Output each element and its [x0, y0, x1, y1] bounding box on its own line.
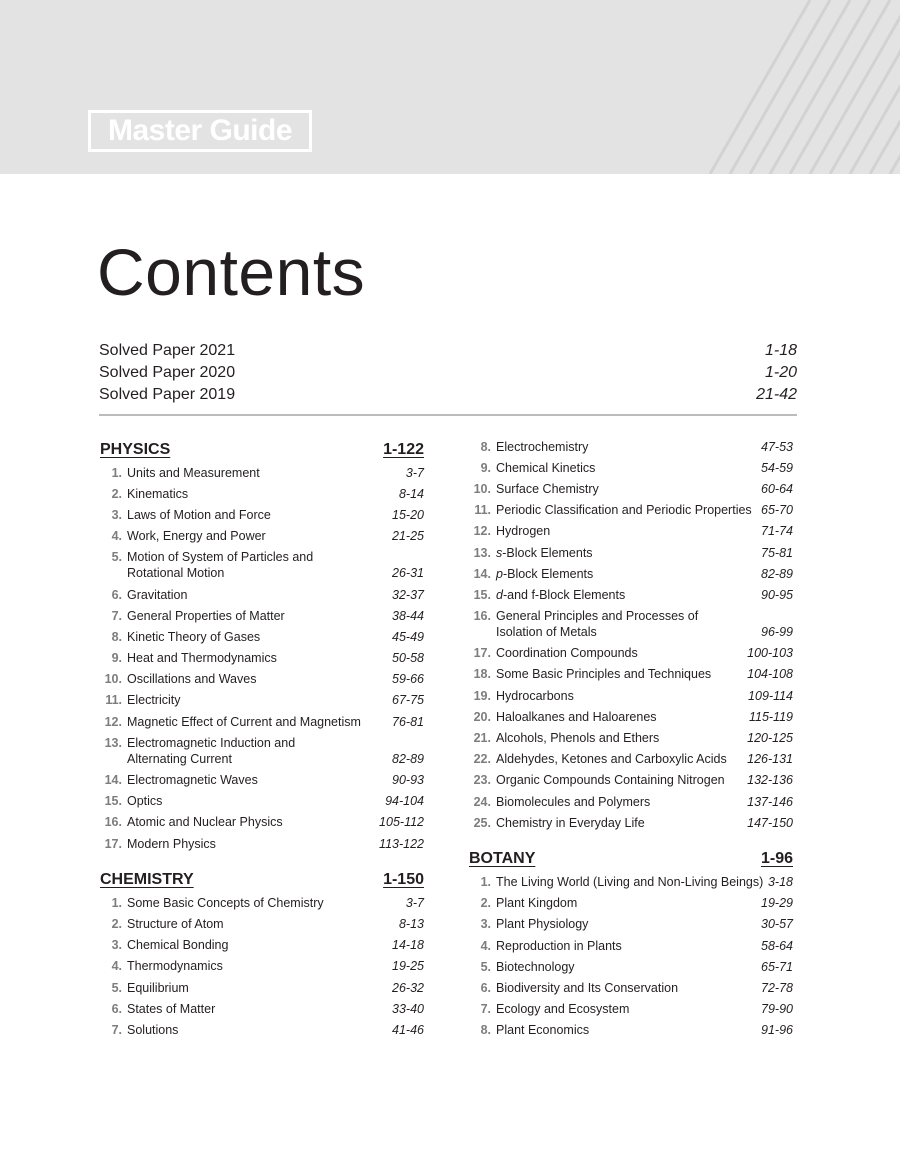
toc-item — [469, 436, 793, 457]
item-title-text: Electricity — [127, 693, 181, 708]
item-title — [122, 916, 395, 932]
item-pages: 90-93 — [392, 773, 424, 788]
toc-item — [100, 711, 424, 732]
toc-item — [469, 478, 793, 499]
toc-item — [469, 606, 793, 643]
item-title — [122, 836, 375, 852]
item-pages: 15-20 — [392, 507, 424, 522]
item-title-text: Biotechnology — [496, 959, 575, 974]
item-pages: 147-150 — [747, 815, 793, 830]
toc-item — [100, 648, 424, 669]
item-title-text: Electrochemistry — [496, 439, 589, 454]
item-pages: 76-81 — [392, 714, 424, 729]
item-title — [122, 772, 388, 788]
item-pages: 132-136 — [747, 773, 793, 788]
solved-paper-pages: 1-18 — [764, 342, 797, 359]
item-title-text: Plant Kingdom — [496, 896, 578, 911]
item-number: 9. — [111, 651, 122, 666]
item-pages: 113-122 — [379, 836, 424, 851]
toc-item — [469, 770, 793, 791]
toc-item — [469, 956, 793, 977]
item-title-text: Some Basic Principles and Techniques — [496, 667, 712, 682]
item-number: 5. — [111, 980, 122, 995]
item-number: 14. — [473, 566, 491, 581]
toc-item — [100, 483, 424, 504]
item-title-line2: Isolation of Metals — [496, 625, 597, 640]
item-title — [122, 549, 388, 581]
item-title-text: Coordination Compounds — [496, 646, 638, 661]
toc-item — [100, 998, 424, 1019]
toc-item — [469, 935, 793, 956]
item-pages: 65-71 — [761, 959, 793, 974]
left-column — [100, 438, 424, 1041]
section-divider — [99, 414, 797, 416]
item-title-text: States of Matter — [127, 1001, 216, 1016]
item-pages: 94-104 — [385, 794, 424, 809]
item-title — [491, 688, 744, 704]
item-pages: 72-78 — [761, 980, 793, 995]
item-title — [122, 980, 388, 996]
item-title — [491, 645, 743, 661]
item-title — [491, 666, 743, 682]
item-title — [122, 895, 402, 911]
toc-item — [469, 664, 793, 685]
toc-item — [100, 462, 424, 483]
item-title-text: Kinetic Theory of Gases — [127, 629, 261, 644]
item-number: 10. — [473, 481, 491, 496]
item-title-line2: Rotational Motion — [127, 566, 225, 581]
item-pages: 14-18 — [392, 938, 424, 953]
chemistry-list-continued — [469, 436, 793, 833]
item-title — [122, 629, 388, 645]
item-title — [122, 1001, 388, 1017]
item-pages: 3-18 — [767, 874, 793, 889]
item-pages: 3-7 — [405, 465, 424, 480]
toc-item — [469, 457, 793, 478]
item-pages: 60-64 — [761, 481, 793, 496]
item-pages: 79-90 — [761, 1002, 793, 1017]
toc-item — [469, 584, 793, 605]
item-number: 1. — [480, 874, 491, 889]
toc-item — [469, 727, 793, 748]
item-title — [491, 566, 757, 582]
item-number: 17. — [473, 646, 491, 661]
item-title — [491, 794, 743, 810]
item-title — [122, 587, 388, 603]
item-title-text: Plant Physiology — [496, 917, 589, 932]
item-title-text: Equilibrium — [127, 980, 189, 995]
item-number: 16. — [104, 815, 122, 830]
toc-item — [100, 935, 424, 956]
item-number: 8. — [480, 439, 491, 454]
item-pages: 32-37 — [392, 587, 424, 602]
item-pages: 54-59 — [761, 460, 793, 475]
item-title-text: -Block Elements — [502, 545, 593, 560]
item-title-text: Electromagnetic Induction and — [127, 735, 296, 750]
item-title-text: Thermodynamics — [127, 959, 223, 974]
item-title-text: Units and Measurement — [127, 465, 260, 480]
item-title-text: Kinematics — [127, 486, 189, 501]
section-title: BOTANY — [469, 850, 536, 868]
item-title — [491, 959, 757, 975]
item-title — [491, 545, 757, 561]
item-number: 9. — [480, 460, 491, 475]
item-number: 20. — [473, 709, 491, 724]
physics-heading — [100, 438, 424, 462]
toc-item — [469, 542, 793, 563]
item-pages: 26-31 — [392, 566, 424, 581]
item-number: 5. — [111, 550, 122, 565]
toc-item — [469, 977, 793, 998]
item-number: 10. — [104, 672, 122, 687]
toc-item — [469, 914, 793, 935]
physics-list — [100, 462, 424, 854]
item-title-text: Ecology and Ecosystem — [496, 1002, 630, 1017]
item-title — [491, 751, 743, 767]
item-title — [122, 650, 388, 666]
toc-item — [100, 584, 424, 605]
item-number: 3. — [111, 938, 122, 953]
item-number: 16. — [473, 609, 491, 624]
item-number: 1. — [111, 895, 122, 910]
item-number: 7. — [480, 1002, 491, 1017]
header-band — [0, 0, 900, 174]
item-title-text: Surface Chemistry — [496, 481, 599, 496]
item-number: 6. — [111, 1001, 122, 1016]
master-guide-logo: Master Guide — [88, 110, 312, 152]
item-title — [122, 814, 375, 830]
toc-item — [469, 563, 793, 584]
item-pages: 33-40 — [392, 1001, 424, 1016]
item-title-text: Work, Energy and Power — [127, 529, 266, 544]
solved-paper-row — [99, 384, 797, 406]
item-number: 7. — [111, 608, 122, 623]
item-pages: 47-53 — [761, 439, 793, 454]
item-title-text: Some Basic Concepts of Chemistry — [127, 895, 324, 910]
toc-item — [100, 669, 424, 690]
item-pages: 21-25 — [392, 529, 424, 544]
item-title-text: Electromagnetic Waves — [127, 773, 258, 788]
item-pages: 59-66 — [392, 672, 424, 687]
item-title — [491, 772, 743, 788]
item-title — [491, 481, 757, 497]
item-pages: 67-75 — [392, 693, 424, 708]
item-pages: 90-95 — [761, 587, 793, 602]
item-title-text: Hydrogen — [496, 524, 551, 539]
item-pages: 50-58 — [392, 651, 424, 666]
section-pages: 1-96 — [760, 850, 793, 868]
item-title-text: General Properties of Matter — [127, 608, 285, 623]
item-title — [122, 692, 388, 708]
solved-paper-row — [99, 340, 797, 362]
item-pages: 65-70 — [761, 503, 793, 518]
botany-list — [469, 871, 793, 1041]
item-title — [491, 587, 757, 603]
toc-item — [100, 605, 424, 626]
item-title-text: Aldehydes, Ketones and Carboxylic Acids — [496, 752, 727, 767]
item-number: 3. — [480, 917, 491, 932]
item-pages: 104-108 — [747, 667, 793, 682]
item-title — [122, 671, 388, 687]
item-title — [491, 874, 764, 890]
item-title-line2: Alternating Current — [127, 751, 232, 766]
toc-item — [469, 871, 793, 892]
toc-item — [100, 812, 424, 833]
item-title-text: Heat and Thermodynamics — [127, 651, 277, 666]
item-title-text: Gravitation — [127, 587, 188, 602]
item-number: 19. — [473, 688, 491, 703]
chemistry-heading — [100, 868, 424, 892]
item-number: 13. — [104, 735, 122, 750]
item-number: 2. — [111, 486, 122, 501]
page-title: Contents — [97, 235, 366, 309]
item-title — [491, 709, 745, 725]
toc-item — [469, 521, 793, 542]
item-title — [491, 460, 757, 476]
solved-paper-pages: 21-42 — [756, 386, 797, 403]
toc-item — [469, 791, 793, 812]
item-title-text: Modern Physics — [127, 836, 216, 851]
item-pages: 38-44 — [392, 608, 424, 623]
toc-item — [100, 769, 424, 790]
solved-paper-label: Solved Paper 2019 — [99, 386, 236, 403]
item-title-text: Oscillations and Waves — [127, 672, 257, 687]
item-number: 15. — [473, 587, 491, 602]
item-pages: 71-74 — [761, 524, 793, 539]
item-pages: 105-112 — [379, 815, 424, 830]
item-number: 11. — [474, 503, 491, 518]
solved-paper-row — [99, 362, 797, 384]
item-pages: 3-7 — [405, 895, 424, 910]
item-title — [491, 523, 757, 539]
toc-item — [100, 791, 424, 812]
item-number: 15. — [104, 794, 122, 809]
toc-item — [100, 977, 424, 998]
toc-item — [469, 500, 793, 521]
item-title — [122, 1022, 388, 1038]
item-title-text: Laws of Motion and Force — [127, 507, 271, 522]
item-number: 4. — [111, 959, 122, 974]
item-number: 13. — [473, 545, 491, 560]
item-title-text: Atomic and Nuclear Physics — [127, 815, 283, 830]
item-title-text: Plant Economics — [496, 1023, 590, 1038]
toc-item — [100, 833, 424, 854]
item-title — [122, 735, 388, 767]
item-title — [491, 502, 757, 518]
item-title — [491, 895, 757, 911]
item-pages: 82-89 — [761, 566, 793, 581]
item-number: 23. — [473, 773, 491, 788]
item-pages: 126-131 — [747, 752, 793, 767]
item-title — [491, 916, 757, 932]
item-title — [122, 714, 388, 730]
item-title-text: Periodic Classification and Periodic Properties — [496, 503, 752, 518]
item-title — [491, 938, 757, 954]
item-pages: 91-96 — [761, 1023, 793, 1038]
item-number: 24. — [473, 794, 491, 809]
decorative-stripes — [690, 0, 900, 174]
item-title — [122, 608, 388, 624]
toc-item — [100, 1019, 424, 1040]
item-title-text: General Principles and Processes of — [496, 609, 699, 624]
item-number: 11. — [105, 693, 122, 708]
item-pages: 8-13 — [398, 916, 424, 931]
item-title — [491, 730, 743, 746]
item-title — [122, 528, 388, 544]
toc-item — [100, 690, 424, 711]
item-pages: 45-49 — [392, 629, 424, 644]
toc-item — [100, 504, 424, 525]
item-title-text: Biomolecules and Polymers — [496, 794, 651, 809]
solved-paper-pages: 1-20 — [764, 364, 797, 381]
item-number: 17. — [104, 836, 122, 851]
item-title — [491, 608, 757, 640]
item-title-text: -Block Elements — [502, 566, 594, 581]
section-pages: 1-122 — [383, 441, 424, 458]
right-column — [469, 436, 793, 1041]
toc-item — [100, 956, 424, 977]
item-pages: 26-32 — [392, 980, 424, 995]
item-title — [491, 439, 757, 455]
item-title-text: Structure of Atom — [127, 916, 224, 931]
item-title — [491, 815, 743, 831]
item-pages: 115-119 — [748, 709, 793, 724]
solved-papers-list — [99, 340, 797, 406]
item-pages: 75-81 — [761, 545, 793, 560]
section-title: PHYSICS — [100, 441, 171, 458]
item-title — [122, 958, 388, 974]
item-number: 7. — [111, 1022, 122, 1037]
item-title-text: Biodiversity and Its Conservation — [496, 980, 679, 995]
item-number: 1. — [111, 465, 122, 480]
item-number: 14. — [104, 773, 122, 788]
item-number: 2. — [111, 916, 122, 931]
section-pages: 1-150 — [383, 871, 424, 889]
item-number: 22. — [473, 752, 491, 767]
toc-item — [100, 913, 424, 934]
item-number: 12. — [104, 714, 122, 729]
toc-item — [100, 892, 424, 913]
item-number: 2. — [480, 896, 491, 911]
item-title-text: The Living World (Living and Non-Living Beings) — [496, 874, 764, 889]
item-title-text: Magnetic Effect of Current and Magnetism — [127, 714, 361, 729]
solved-paper-label: Solved Paper 2020 — [99, 364, 236, 381]
section-title: CHEMISTRY — [100, 871, 194, 889]
item-number: 8. — [480, 1023, 491, 1038]
item-number: 4. — [111, 529, 122, 544]
item-pages: 8-14 — [398, 486, 424, 501]
item-pages: 137-146 — [747, 794, 793, 809]
item-title — [122, 465, 402, 481]
item-title — [122, 793, 381, 809]
toc-item — [100, 526, 424, 547]
item-pages: 120-125 — [747, 731, 793, 746]
chemistry-list — [100, 892, 424, 1040]
toc-item — [469, 999, 793, 1020]
item-title — [122, 937, 388, 953]
item-title-text: -and f-Block Elements — [502, 587, 626, 602]
item-pages: 96-99 — [761, 625, 793, 640]
item-title-prefix: p — [496, 566, 503, 581]
item-title-prefix: d — [496, 587, 503, 602]
item-number: 3. — [111, 507, 122, 522]
item-number: 5. — [480, 959, 491, 974]
toc-item — [469, 685, 793, 706]
item-title-text: Reproduction in Plants — [496, 938, 622, 953]
toc-item — [469, 706, 793, 727]
toc-item — [469, 749, 793, 770]
item-title-text: Chemistry in Everyday Life — [496, 815, 645, 830]
toc-item — [469, 643, 793, 664]
item-number: 25. — [473, 815, 491, 830]
item-title — [122, 486, 395, 502]
item-pages: 58-64 — [761, 938, 793, 953]
item-number: 6. — [480, 980, 491, 995]
toc-item — [100, 732, 424, 769]
item-title-prefix: s — [496, 545, 503, 560]
item-number: 21. — [473, 731, 491, 746]
item-title-text: Hydrocarbons — [496, 688, 574, 703]
item-title-text: Motion of System of Particles and — [127, 550, 314, 565]
item-title-text: Haloalkanes and Haloarenes — [496, 709, 657, 724]
item-title-text: Optics — [127, 794, 163, 809]
item-pages: 82-89 — [392, 751, 424, 766]
solved-paper-label: Solved Paper 2021 — [99, 342, 236, 359]
item-title-text: Chemical Bonding — [127, 938, 229, 953]
item-pages: 100-103 — [747, 646, 793, 661]
item-title — [491, 1001, 757, 1017]
item-pages: 41-46 — [392, 1022, 424, 1037]
item-pages: 19-25 — [392, 959, 424, 974]
item-number: 18. — [473, 667, 491, 682]
item-number: 6. — [111, 587, 122, 602]
item-pages: 19-29 — [761, 896, 793, 911]
item-number: 4. — [480, 938, 491, 953]
toc-item — [100, 547, 424, 584]
item-title-text: Organic Compounds Containing Nitrogen — [496, 773, 725, 788]
item-title-text: Chemical Kinetics — [496, 460, 596, 475]
item-pages: 30-57 — [761, 917, 793, 932]
item-title-text: Alcohols, Phenols and Ethers — [496, 731, 660, 746]
item-number: 12. — [473, 524, 491, 539]
item-number: 8. — [111, 629, 122, 644]
item-pages: 109-114 — [748, 688, 793, 703]
toc-item — [100, 626, 424, 647]
item-title-text: Solutions — [127, 1022, 179, 1037]
toc-item — [469, 1020, 793, 1041]
toc-item — [469, 893, 793, 914]
item-title — [491, 980, 757, 996]
item-title — [491, 1022, 757, 1038]
toc-item — [469, 812, 793, 833]
botany-heading — [469, 847, 793, 871]
item-title — [122, 507, 388, 523]
